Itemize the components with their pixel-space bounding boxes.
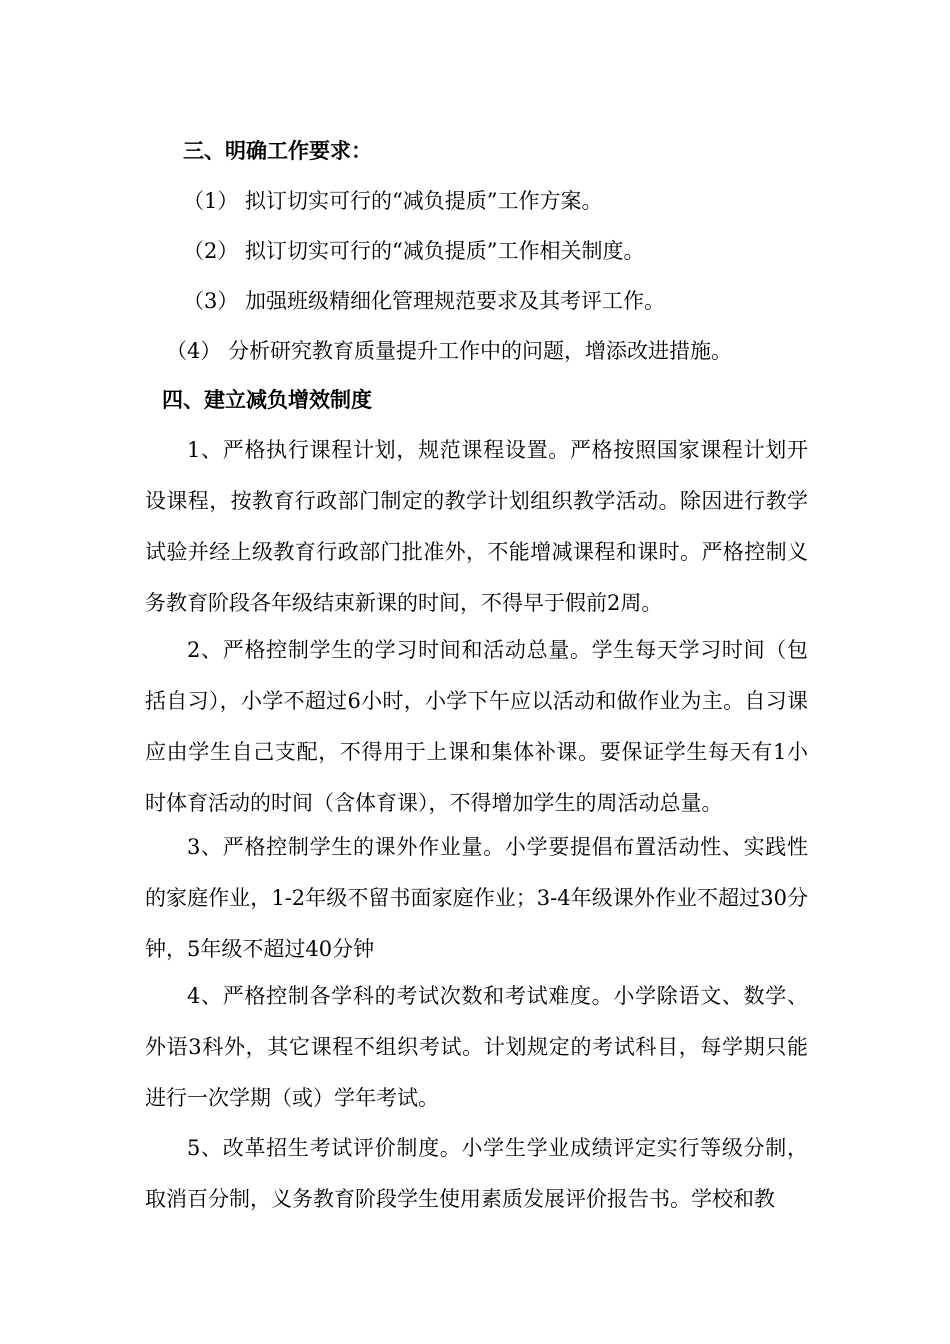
policy-paragraph-3: 3、严格控制学生的课外作业量。小学要提倡布置活动性、实践性的家庭作业，1-2年级不留书面家庭作业；3-4年级课外作业不超过30分钟，5年级不超过40分钟 xyxy=(145,835,808,961)
requirement-item-2: （2） 拟订切实可行的“减负提质”工作相关制度。 xyxy=(183,239,645,263)
section-3-heading: 三、明确工作要求： xyxy=(183,138,372,163)
requirement-item-1: （1） 拟订切实可行的“减负提质”工作方案。 xyxy=(183,189,603,213)
policy-paragraph-1: 1、严格执行课程计划，规范课程设置。严格按照国家课程计划开设课程，按教育行政部门制定的教学计划组织教学活动。除因进行教学试验并经上级教育行政部门批准外，不能增减课程和课时。严格控制义务教育阶段各年级结束新课的时间，不得早于假前2周。 xyxy=(145,438,808,615)
policy-paragraph-2: 2、严格控制学生的学习时间和活动总量。学生每天学习时间（包括自习），小学不超过6小时，小学下午应以活动和做作业为主。自习课应由学生自己支配，不得用于上课和集体补课。要保证学生每天有1小时体育活动的时间（含体育课），不得增加学生的周活动总量。 xyxy=(145,638,808,815)
section-4-heading: 四、建立减负增效制度 xyxy=(162,387,372,412)
requirement-item-3: （3） 加强班级精细化管理规范要求及其考评工作。 xyxy=(183,289,666,313)
requirement-item-4: （4） 分析研究教育质量提升工作中的问题，增添改进措施。 xyxy=(166,339,733,363)
policy-paragraph-4: 4、严格控制各学科的考试次数和考试难度。小学除语文、数学、外语3科外，其它课程不组织考试。计划规定的考试科目，每学期只能进行一次学期（或）学年考试。 xyxy=(145,984,808,1110)
policy-paragraph-5: 5、改革招生考试评价制度。小学生学业成绩评定实行等级分制，取消百分制，义务教育阶段学生使用素质发展评价报告书。学校和教 xyxy=(145,1136,808,1211)
